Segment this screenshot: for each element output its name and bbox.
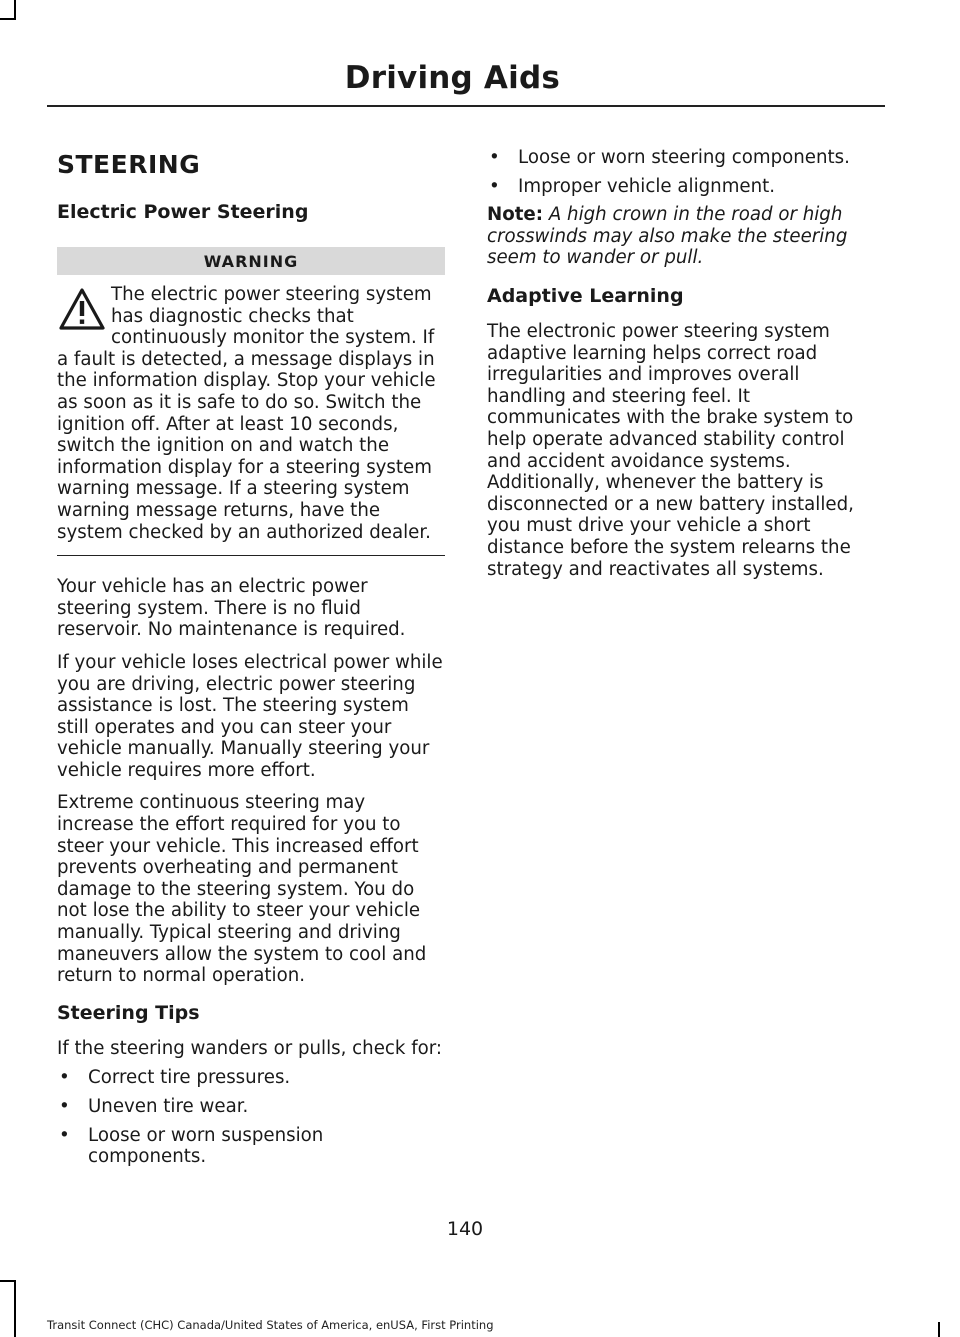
list-item: • Loose or worn suspension components. xyxy=(57,1125,445,1168)
header-rule xyxy=(47,105,885,107)
crop-mark xyxy=(938,1322,940,1337)
crop-mark xyxy=(14,1280,16,1337)
warning-body xyxy=(57,284,445,543)
crop-mark xyxy=(0,18,16,20)
adaptive-learning-heading: Adaptive Learning xyxy=(487,284,684,307)
steering-tips-intro: If the steering wanders or pulls, check for: xyxy=(57,1037,443,1059)
steering-tips-heading: Steering Tips xyxy=(57,1001,200,1024)
steering-tips-list-continued xyxy=(487,147,881,197)
adaptive-learning-text: The electronic power steering system adaptive learning helps correct road irregularities and improves overall handling and steering feel. It communicates with the brake system to help operate advanced stability control and accident avoidance systems. Additionally, whenever the battery is disconnected or a new battery installed, you must drive your vehicle a short distance before the system relearns the strategy and reactivates all systems. xyxy=(487,320,854,580)
note-text: A high crown in the road or high crosswinds may also make the steering seem to wander or pull. xyxy=(487,204,848,269)
page-number: 140 xyxy=(446,1218,484,1240)
paragraph: If your vehicle loses electrical power while you are driving, electric power steering assistance is lost. The steering system still operates and you can steer your vehicle manually. Manually steering your vehicle requires more effort. xyxy=(57,651,443,781)
crop-mark xyxy=(14,0,16,20)
paragraph: Your vehicle has an electric power steering system. There is no fluid reservoir. No maintenance is required. xyxy=(57,576,406,641)
section-title: STEERING xyxy=(57,150,201,179)
page-header-title: Driving Aids xyxy=(344,60,560,96)
list-item: • Uneven tire wear. xyxy=(57,1096,445,1118)
right-column xyxy=(487,147,881,591)
warning-box xyxy=(57,247,445,556)
list-item: • Correct tire pressures. xyxy=(57,1067,445,1089)
footer-text: Transit Connect (CHC) Canada/United States of America, enUSA, First Printing xyxy=(47,1318,494,1332)
list-item: • Loose or worn steering components. xyxy=(487,147,881,169)
steering-tips-list xyxy=(57,1067,445,1167)
crop-mark xyxy=(0,1280,16,1282)
note-label: Note: xyxy=(487,204,544,226)
subheading: Electric Power Steering xyxy=(57,201,309,223)
warning-text: The electric power steering system has diagnostic checks that continuously monitor the system. If a fault is detected, a message displays in the information display. Stop your vehicle as soon as it is safe to do so. Switch the ignition off. After at least 10 seconds, switch the ignition on and watch the information display for a steering system warning message. If a steering system warning message returns, have the system checked by an authorized dealer. xyxy=(57,284,436,543)
paragraph: Extreme continuous steering may increase the effort required for you to steer your vehicle. This increased effort prevents overheating and permanent damage to the steering system. You do not lose the ability to steer your vehicle manually. Typical steering and driving maneuvers allow the system to cool and return to normal operation. xyxy=(57,792,427,987)
warning-label: WARNING xyxy=(57,247,445,275)
warning-triangle-icon xyxy=(57,286,107,332)
list-item: • Improper vehicle alignment. xyxy=(487,176,881,198)
note xyxy=(487,204,881,269)
left-column xyxy=(57,146,445,1175)
